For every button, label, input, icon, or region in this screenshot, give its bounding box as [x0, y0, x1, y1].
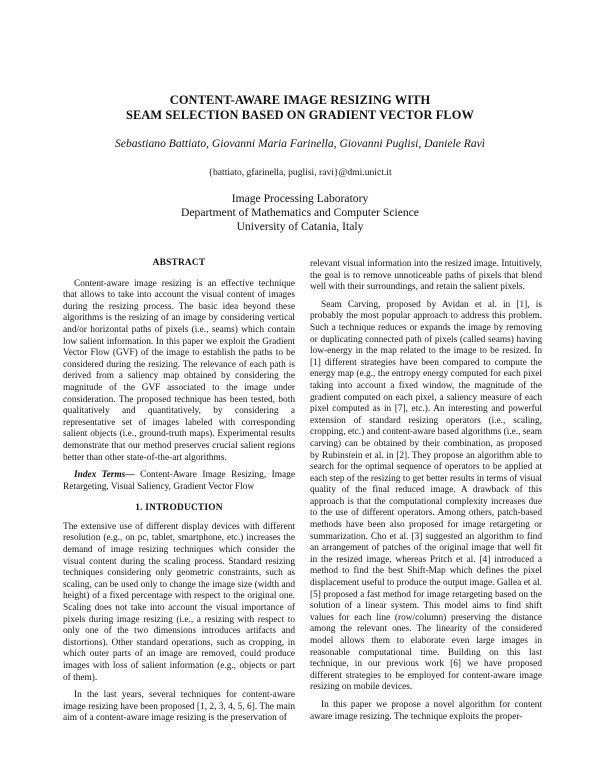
introduction-heading: 1. INTRODUCTION	[135, 503, 223, 514]
intro-paragraph-2: In the last years, several techniques for content-aware image resizing have been proposed [1, 2, 3, 4, 5, 6]. The main aim of a content-aware image resizing is the preservation of	[63, 690, 295, 724]
abstract-heading: ABSTRACT	[152, 258, 206, 268]
author-emails: {battiato, gfarinella, puglisi, ravi}@dmi.unict.it	[208, 167, 392, 178]
abstract-text: Content-aware image resizing is an effective technique that allows to take into account the visual content of images during the resizing process. The basic idea beyond these algorithms is the resizing of an image by considering vertical and/or horizontal paths of pixels (i.e., seams) which contain low salient information. In this paper we exploit the Gradient Vector Flow (GVF) of the image to establish the paths to be considered during the resizing. The relevance of each path is derived from a saliency map obtained by considering the magnitude of the GVF associated to the image under consideration. The proposed technique has been tested, both qualitatively and quantitatively, by considering a representative set of images labeled with corresponding salient objects (i.e., ground-truth maps). Experimental results demonstrate that our method preserves crucial salient regions better than other state-of-the-art algorithms.	[63, 278, 295, 463]
right-column	[310, 259, 542, 729]
right-paragraph-2: Seam Carving, proposed by Avidan et al. in [1], is probably the most popular approach to address this problem. Such a technique reduces or expands the image by removing or duplicating connected path of pixels (called seams) having low-energy in the map related to the image to be resized. In [1] different strategies have been compared to compute the energy map (e.g., the entropy energy computed for each pixel taking into account a fixed window, the magnitude of the gradient computed on each pixel, a saliency measure of each pixel computed as in [7], etc.). An interesting and powerful extension of standard resizing operators (i.e., scaling, cropping, etc.) and content-aware based algorithms (i.e., seam carving) can be obtained by their combination, as proposed by Rubinstein et al. in [2]. They propose an algorithm able to search for the optimal sequence of operators to be applied at each step of the resizing to get better results in terms of visual quality of the final reduced image. A drawback of this approach is that the computational complexity increases due to the use of different operators. Among others, patch-based methods have been also proposed for image retargeting or summarization. Cho et al. [3] suggested an algorithm to find an arrangement of patches of the original image that well fit in the resized image, whereas Pritch et al. [4] introduced a method to find the best Shift-Map which defines the pixel displacement useful to produce the output image. Gallea et al. [5] proposed a fast method for image retargeting based on the solution of a linear system. This model aims to find shift values for each line (row/column) preserving the distance among the relevant ones. The linearity of the considered model allows them to elaborate even large images in reasonable computational time. Building on this last technique, in our previous work [6] we have proposed different strategies to be employed for content-aware image resizing on mobile devices.	[310, 299, 542, 693]
title-line-1: CONTENT-AWARE IMAGE RESIZING WITH	[169, 93, 431, 107]
index-terms-label: Index Terms—	[74, 470, 135, 481]
left-column	[63, 258, 295, 731]
affiliation	[60, 192, 540, 234]
index-terms	[63, 470, 295, 493]
right-paragraph-1: relevant visual information into the resized image. Intuitively, the goal is to remove unnoticeable paths of pixels that blend well with their surroundings, and retain the salient pixels.	[310, 259, 542, 293]
affiliation-department: Department of Mathematics and Computer Science	[181, 206, 419, 219]
affiliation-lab: Image Processing Laboratory	[231, 192, 369, 205]
intro-paragraph-1: The extensive use of different display devices with different resolution (e.g., on pc, tablet, smartphone, etc.) increases the demand of image resizing techniques which consider the visual content during the scaling process. Standard resizing techniques considering only geometric constraints, such as scaling, can be used only to change the image size (width and height) of a fixed percentage with respect to the original one. Scaling does not take into account the visual importance of pixels during image resizing (i.e., a resizing with respect to only one of the two dimensions introduces artifacts and distortions). Other standard operations, such as cropping, in which outer parts of an image are removed, could produce images with loss of salient information (e.g., objects or part of them).	[63, 521, 295, 683]
paper-title	[60, 93, 540, 123]
title-line-2: SEAM SELECTION BASED ON GRADIENT VECTOR FLOW	[126, 108, 474, 122]
right-paragraph-3: In this paper we propose a novel algorithm for content aware image resizing. The technique exploits the proper-	[310, 699, 542, 722]
index-terms-text: Content-Aware Image Resizing, Image Retargeting, Visual Saliency, Gradient Vector Flow	[63, 470, 295, 492]
author-list: Sebastiano Battiato, Giovanni Maria Farinella, Giovanni Puglisi, Daniele Ravì	[115, 137, 485, 150]
affiliation-university: University of Catania, Italy	[236, 220, 364, 233]
